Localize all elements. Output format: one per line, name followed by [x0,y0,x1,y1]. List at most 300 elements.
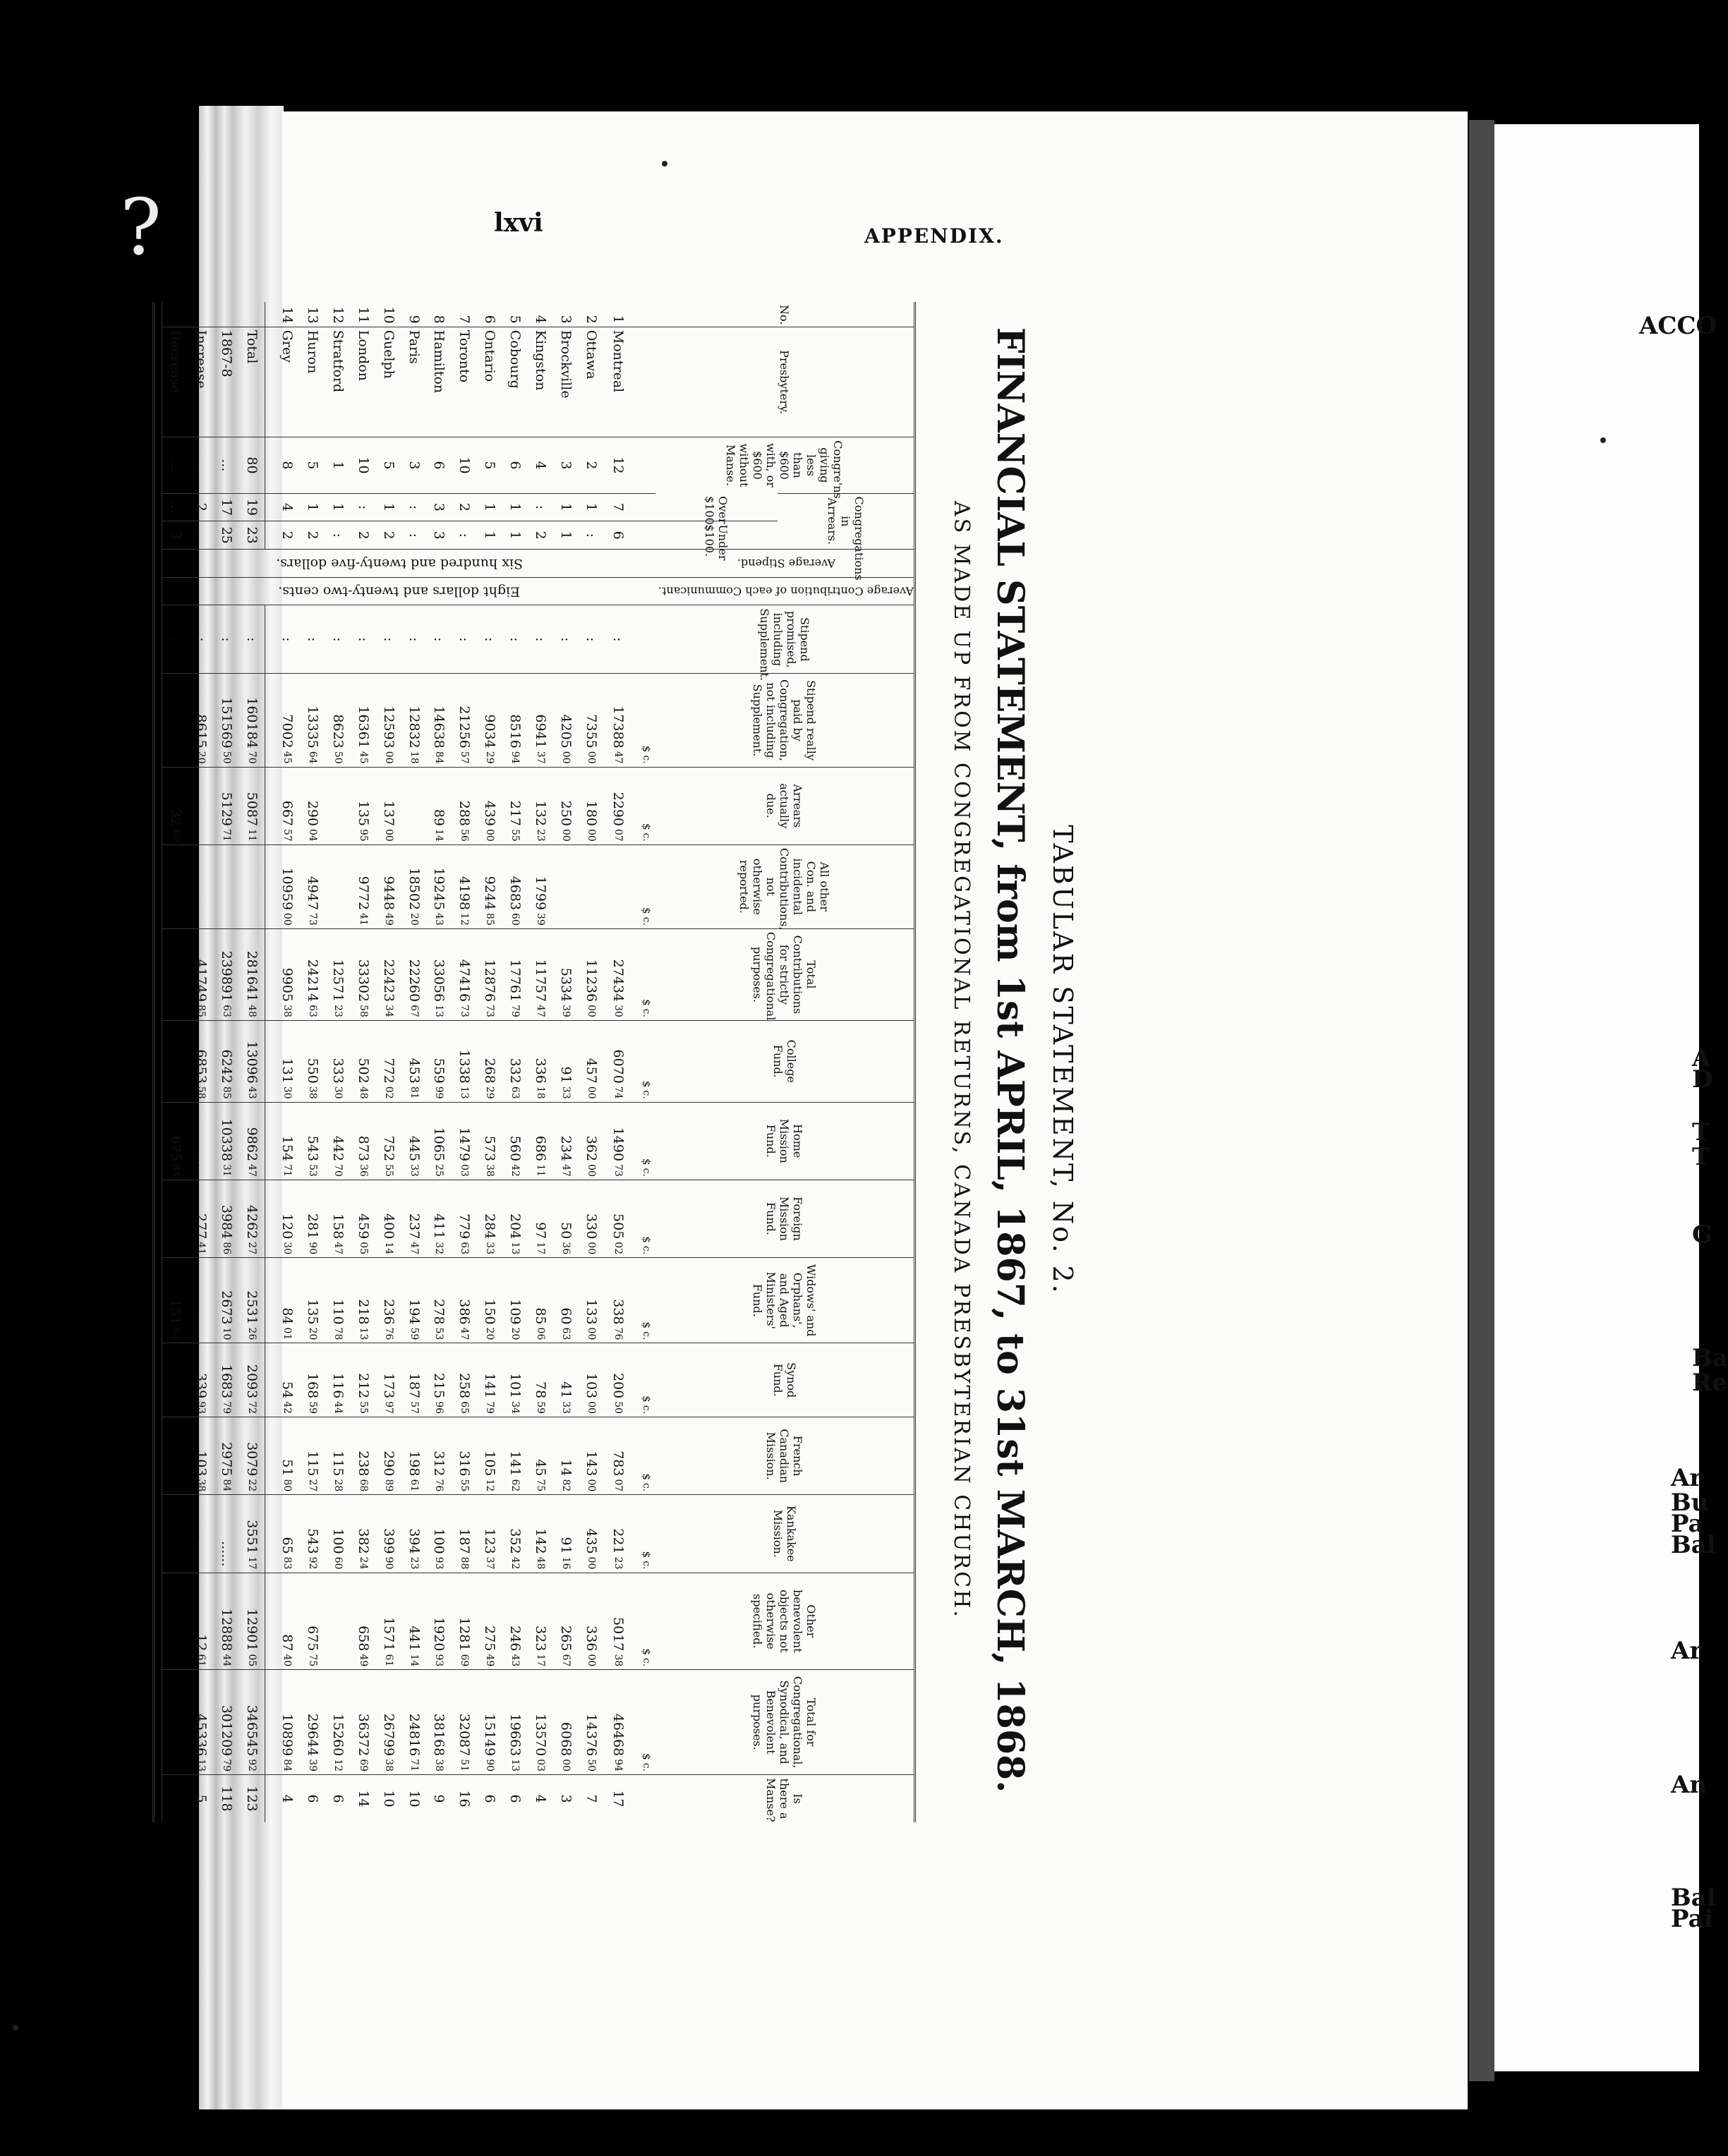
cell-value: 346545 [244,1704,260,1757]
cell-cents [170,761,181,764]
facing-page-text: Ar [1671,1464,1703,1492]
cell-value: 236 [380,1299,397,1325]
cell-tot [477,928,502,1020]
speck [13,2025,18,2030]
cell-no: 10 [380,306,397,324]
cell-manse: 118 [214,1775,239,1822]
cell-cents: 84 [221,1479,233,1492]
cell-value: 143 [583,1451,599,1477]
cell-value: 1799 [533,876,549,911]
cell-less: 80 [238,437,265,493]
cell-value: 9034 [482,714,498,749]
spacer-cell [265,1102,274,1180]
cell-cents: 44 [332,1401,344,1415]
cents-sign: c. [641,1168,653,1177]
cell-col [452,1020,477,1102]
cell-col [375,1020,401,1102]
col-no: No. [655,302,915,327]
cell-less: ... [214,437,239,493]
cell-oth [579,1573,604,1670]
cell-manse [162,1775,188,1822]
cell-under: 1 [502,521,528,550]
cell-value: 110 [330,1299,346,1325]
cell-cents: 42 [509,1164,521,1177]
cell-over: 3 [426,493,452,521]
cell-value: 12571 [330,959,346,1003]
cents-sign: c. [641,1762,653,1772]
cell-over: : [401,493,426,521]
cell-fr [162,1417,188,1495]
cell-presbytery: Kingston [528,327,553,437]
cell-paid [401,674,426,767]
cell-cents: 88 [459,1556,471,1570]
cell-fr [452,1417,477,1495]
cell-cents: 75 [306,1654,318,1667]
cell-value: 221 [610,1528,627,1554]
cell-over: 17 [214,493,239,521]
cell-cents: 84 [170,1327,181,1340]
cell-home [528,1102,553,1180]
cell-cents: 50 [612,1401,624,1415]
cell-less: 6 [426,437,452,493]
cell-fr [274,1417,299,1495]
cell-value: 141 [507,1451,524,1477]
cell-summary-label: 1867-8 [214,327,239,437]
cell-cents [195,839,207,842]
cell-value: 141 [482,1372,498,1399]
cell-cents: 86 [221,1242,233,1255]
cell-kan [477,1495,502,1573]
cell-cents: 37 [484,1556,496,1570]
currency-cell [638,1180,655,1257]
cell-cents: 00 [382,829,394,842]
cell-value: 288 [457,800,473,826]
cell-value: 543 [304,1135,320,1162]
cell-value: 123 [482,1528,498,1554]
cell-col [579,1020,604,1102]
cell-other [325,844,350,928]
dollar-sign: $ [640,1753,653,1760]
cell-manse: 7 [579,1775,604,1822]
table-row [274,302,299,1822]
col-widows-fund: Widows' and Orphans', and Aged Ministers' Fund. [655,1258,915,1343]
cell-oth [426,1573,452,1670]
cell-value: 24214 [304,959,320,1003]
cell-over: 1 [325,493,350,521]
titles [926,296,1080,1824]
currency-cell [638,302,655,327]
spacer-cell [265,928,274,1020]
cell-wid [553,1258,579,1343]
cell-cents: 38 [484,1164,496,1177]
cell-home [350,1102,375,1180]
currency-cell [638,1417,655,1495]
currency-cell [638,1343,655,1417]
cell-wid [603,1258,637,1343]
currency-cell [638,1495,655,1573]
cell-value: 505 [610,1213,627,1240]
cell-cents: 63 [306,1005,318,1017]
spacer-row [265,302,274,1822]
facing-page-text: T [1692,1118,1710,1146]
rotated-table-block [168,296,1080,1824]
dollar-sign: $ [640,999,653,1006]
col-college-fund: College Fund. [655,1020,915,1102]
cell-arr [477,767,502,844]
cell-cents [170,1096,181,1099]
cell-value: 268 [482,1058,498,1084]
spacer-cell [265,1775,274,1822]
cell-other [528,844,553,928]
cell-syn [553,1343,579,1417]
cell-cents: 17 [246,1556,258,1570]
cell-value: 399 [380,1528,397,1554]
cell-under: 2 [350,521,375,550]
cell-value: ...... [193,1148,210,1174]
cell-fr [401,1417,426,1495]
cell-for [350,1180,375,1257]
cents-sign: c. [641,1561,653,1570]
cell-cents: 48 [535,1556,547,1570]
cell-cents: 45 [281,751,293,764]
cell-promised: : [188,605,214,674]
cell-less: ... [188,437,214,493]
cell-cents [170,923,181,926]
summary-row [214,302,239,1822]
cell-cents: 90 [382,1556,394,1570]
cell-value: 9905 [279,967,295,1003]
cell-presbytery: London [350,327,375,437]
col-other-benevolent: Other benevolent objects not otherwise specified. [655,1573,915,1670]
cell-cents: 14 [382,1242,394,1255]
cell-value: 332 [507,1058,524,1084]
cell-cents: 43 [246,1086,258,1099]
cell-kan [214,1495,239,1573]
cell-cents: 29 [484,751,496,764]
cell-all [401,1670,426,1775]
cell-cents: 53 [433,1327,445,1340]
cell-value: 33302 [355,959,371,1003]
cents-sign: c. [641,1482,653,1492]
cell-cents: 75 [535,1479,547,1492]
cell-cents: 81 [408,1086,420,1099]
cell-value: 45336 [193,1713,210,1757]
spacer-cell [265,844,274,928]
cell-syn [350,1343,375,1417]
cell-value: 10338 [219,1118,235,1162]
cell-value: 60 [558,1307,574,1325]
cell-value: 41749 [193,959,210,1003]
avg-stipend-value [162,550,638,578]
cell-value: 200 [610,1372,627,1399]
facing-page-text: Ar [1671,1637,1703,1665]
cell-home [502,1102,528,1180]
cell-less: 5 [477,437,502,493]
cell-value: 362 [583,1135,599,1162]
cell-manse: 6 [477,1775,502,1822]
cell-value: 330 [583,1213,599,1240]
cell-cents [332,923,344,926]
cell-oth [477,1573,502,1670]
cell-cents: 99 [433,1086,445,1099]
cell-cents: 26 [246,1327,258,1340]
cell-value: 779 [457,1213,473,1240]
cell-oth [452,1573,477,1670]
cell-value: 658 [355,1625,371,1652]
cell-value: 131 [279,1058,295,1084]
cell-value: 4205 [558,714,574,749]
facing-page-text: Re [1692,1369,1727,1397]
cell-cents [332,1664,344,1666]
cell-oth [553,1573,579,1670]
cell-value: 441 [406,1625,422,1652]
cell-less: 3 [401,437,426,493]
cell-col [553,1020,579,1102]
cell-value: 218 [355,1299,371,1325]
cell-wid [325,1258,350,1343]
cell-value: 137 [380,800,397,826]
cell-all [603,1670,637,1775]
col-cong-less: Congre'ns giving less than $600 with, or $600 without Manse. [655,437,915,493]
cell-arr [350,767,375,844]
cell-kan [452,1495,477,1573]
cell-cents: 22 [246,1479,258,1492]
cell-value: 12901 [244,1609,260,1652]
cell-cents: 73 [612,1164,624,1177]
cell-other [603,844,637,928]
spacer-cell [265,605,274,674]
spacer-cell [265,1670,274,1775]
cell-cents: 20 [306,1327,318,1340]
cell-value: 752 [380,1135,397,1162]
cell-value: 543 [304,1528,320,1554]
cell-all [274,1670,299,1775]
cell-value: 5334 [558,967,574,1003]
cell-home [452,1102,477,1180]
cell-cents: 73 [484,1005,496,1017]
cell-value: 9772 [355,876,371,911]
cell-value: 142 [533,1528,549,1554]
cell-cents: 40 [281,1654,293,1667]
cell-cents: 24 [357,1556,369,1570]
cell-cents [170,1664,181,1666]
cell-value: 1065 [431,1127,447,1162]
cell-oth [188,1573,214,1670]
spacer-cell [265,1495,274,1573]
cell-value: 14376 [583,1713,599,1757]
cell-value: 19663 [507,1713,524,1757]
cell-col [188,1020,214,1102]
cents-sign: c. [641,1008,653,1017]
cell-value: 8623 [330,714,346,749]
cell-kan [426,1495,452,1573]
cell-all [214,1670,239,1775]
cell-cents: 93 [195,1401,207,1415]
col-french-mission: French Canadian Mission. [655,1417,915,1495]
cell-promised: : [553,605,579,674]
cell-value: 1920 [431,1617,447,1652]
cell-no: 3 [558,315,574,324]
cell-syn [238,1343,265,1417]
cell-cents: 20 [408,913,420,926]
cell-all [162,1670,188,1775]
cell-manse: 10 [375,1775,401,1822]
cell-under: : [325,521,350,550]
cell-wid [375,1258,401,1343]
cell-no [188,302,214,327]
cell-cents: 49 [357,1654,369,1667]
cell-paid [350,674,375,767]
cell-cents: 00 [585,1654,597,1667]
cell-no: 4 [533,315,549,324]
cell-all [579,1670,604,1775]
cell-tot [299,928,325,1020]
cell-under: : [579,521,604,550]
cell-value: 400 [380,1213,397,1240]
facing-page-text: G [1692,1221,1713,1249]
cell-oth [325,1573,350,1670]
table-row [477,302,502,1822]
cell-over: 1 [477,493,502,521]
cell-presbytery: Ontario [477,327,502,437]
table-row [325,302,350,1822]
cell-no [162,302,188,327]
cell-under: : [401,521,426,550]
page-number: lxvi [494,208,543,238]
cell-over: 4 [274,493,299,521]
cell-other [401,844,426,928]
cell-less: 12 [603,437,637,493]
cell-value: 168 [304,1372,320,1399]
cell-promised: : [214,605,239,674]
cell-syn [401,1343,426,1417]
currency-cell [638,1775,655,1822]
cell-value: 54 [279,1381,295,1399]
cell-wid [477,1258,502,1343]
cell-value: 239891 [219,950,235,1003]
cell-cents: 71 [408,1759,420,1772]
cell-cents: 85 [195,1005,207,1017]
cell-wid [299,1258,325,1343]
cell-promised: : [603,605,637,674]
cell-kan [401,1495,426,1573]
cell-syn [579,1343,604,1417]
cell-tot [274,928,299,1020]
cell-tot [188,928,214,1020]
cell-col [299,1020,325,1102]
cell-cents [409,839,420,842]
cell-cents: 60 [332,1556,344,1570]
cell-cents: 57 [408,1401,420,1415]
cell-less: 5 [299,437,325,493]
currency-cell [638,550,655,578]
cell-manse: 9 [426,1775,452,1822]
cell-wid [426,1258,452,1343]
cell-cents: 78 [332,1327,344,1340]
cell-presbytery: Stratford [325,327,350,437]
cell-cents [560,923,572,926]
cell-other [452,844,477,928]
cell-value: 316 [457,1451,473,1477]
cell-presbytery: Huron [299,327,325,437]
cell-kan [325,1495,350,1573]
cell-over: 2 [188,493,214,521]
cell-fr [238,1417,265,1495]
cell-for [553,1180,579,1257]
cell-kan [238,1495,265,1573]
cell-other [553,844,579,928]
col-arrears-over: Over $100. [703,496,730,528]
cell-value: 97 [533,1222,549,1240]
cell-cents: 03 [459,1164,471,1177]
cell-cents [195,923,207,926]
cell-cents: 72 [246,1401,258,1415]
cell-cents: 48 [246,1005,258,1017]
table-row [401,302,426,1822]
cell-cents: 44 [221,1654,233,1667]
cell-cents [170,1411,181,1414]
cell-cents: 47 [246,1164,258,1177]
cell-paid [214,674,239,767]
cell-cents: 84 [433,751,445,764]
cell-value: 560 [507,1135,524,1162]
dollar-sign: $ [640,745,653,753]
cell-cents: 12 [484,1479,496,1492]
cell-manse: 17 [603,1775,637,1822]
cell-cents: 47 [408,1242,420,1255]
cell-value: 105 [482,1451,498,1477]
cell-cents: 55 [459,1479,471,1492]
cell-value: 45 [533,1459,549,1477]
cell-cents: 36 [560,1242,572,1255]
facing-page-text: Pa [1671,1510,1704,1538]
cell-value: 19245 [431,867,447,911]
cell-value: 4198 [457,876,473,911]
cell-value: 173 [380,1372,397,1399]
facing-page-text: ACCO [1639,312,1717,340]
cell-cents: 20 [509,1327,521,1340]
cell-value: 336 [583,1625,599,1652]
cell-oth [162,1573,188,1670]
cell-value: 36372 [355,1713,371,1757]
cell-less: 6 [502,437,528,493]
cell-value: 445 [406,1135,422,1162]
cell-syn [426,1343,452,1417]
cell-for [299,1180,325,1257]
cell-summary-label: Decrease [162,327,188,437]
cell-cents: 00 [382,751,394,764]
cell-cents: 00 [560,829,572,842]
cell-value: 2531 [244,1290,260,1325]
cell-fr [502,1417,528,1495]
summary-row [162,302,188,1822]
cell-cents: 61 [382,1654,394,1667]
cell-value: 411 [431,1213,447,1240]
cell-syn [375,1343,401,1417]
cell-value: 9448 [380,876,397,911]
spacer-cell [265,521,274,550]
cell-kan [274,1495,299,1573]
cell-cents [221,923,232,926]
cell-cents: 61 [408,1479,420,1492]
cell-syn [274,1343,299,1417]
cell-cents [221,1567,232,1570]
cell-cents: 57 [459,751,471,764]
cell-manse: 6 [299,1775,325,1822]
dollar-sign: $ [640,1236,653,1243]
cell-cents: 30 [332,1086,344,1099]
cell-home [579,1102,604,1180]
